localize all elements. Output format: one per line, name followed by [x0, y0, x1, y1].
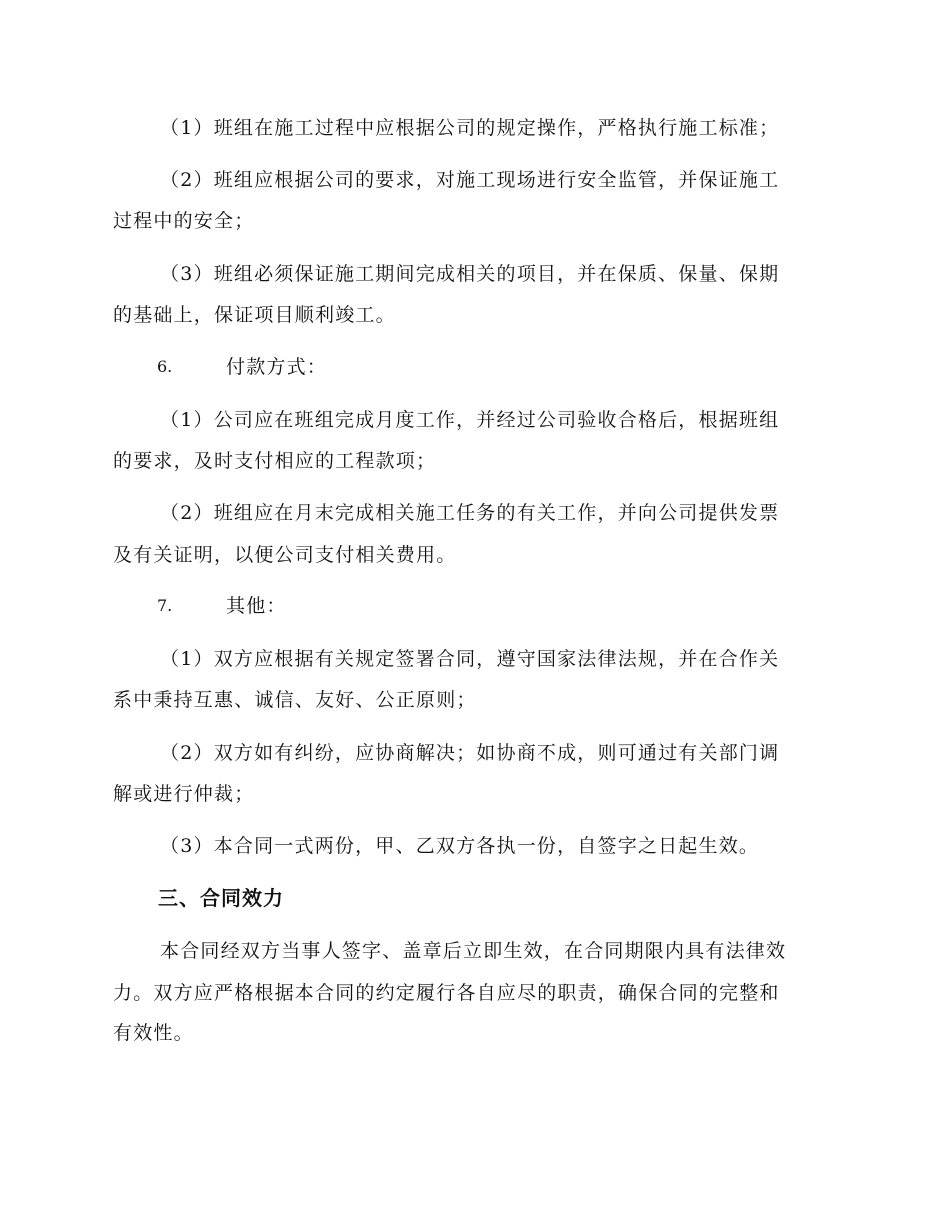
section5-item3-line1: （3）班组必须保证施工期间完成相关的项目，并在保质、保量、保期 — [160, 263, 780, 285]
section7-item1-line2: 系中秉持互惠、诚信、友好、公正原则； — [113, 689, 477, 711]
section5-item2-line1: （2）班组应根据公司的要求，对施工现场进行安全监管，并保证施工 — [160, 169, 780, 191]
section6-item2-line2: 及有关证明，以便公司支付相关费用。 — [113, 544, 457, 566]
section7-number: 7. — [157, 596, 173, 615]
section6-item2-line1: （2）班组应在月末完成相关施工任务的有关工作，并向公司提供发票 — [160, 502, 780, 524]
section7-item3: （3）本合同一式两份，甲、乙双方各执一份，自签字之日起生效。 — [160, 835, 760, 857]
part3-para-line3: 有效性。 — [113, 1022, 194, 1044]
part3-heading: 三、合同效力 — [158, 886, 284, 910]
section5-item1: （1）班组在施工过程中应根据公司的规定操作，严格执行施工标准； — [160, 117, 780, 139]
section6-item1-line2: 的要求，及时支付相应的工程款项； — [113, 450, 437, 472]
part3-para-line1: 本合同经双方当事人签字、盖章后立即生效，在合同期限内具有法律效 — [160, 940, 787, 962]
section6-number: 6. — [157, 357, 173, 376]
section7-item2-line2: 解或进行仲裁； — [113, 783, 255, 805]
section7-item1-line1: （1）双方应根据有关规定签署合同，遵守国家法律法规，并在合作关 — [160, 648, 780, 670]
section6-item1-line1: （1）公司应在班组完成月度工作，并经过公司验收合格后，根据班组 — [160, 409, 780, 431]
section7-item2-line1: （2）双方如有纠纷，应协商解决；如协商不成，则可通过有关部门调 — [160, 742, 780, 764]
section7-title: 其他： — [226, 595, 287, 617]
section5-item3-line2: 的基础上，保证项目顺利竣工。 — [113, 304, 396, 326]
section6-title: 付款方式： — [226, 356, 328, 378]
part3-para-line2: 力。双方应严格根据本合同的约定履行各自应尽的职责，确保合同的完整和 — [113, 982, 780, 1004]
section5-item2-line2: 过程中的安全； — [113, 210, 255, 232]
